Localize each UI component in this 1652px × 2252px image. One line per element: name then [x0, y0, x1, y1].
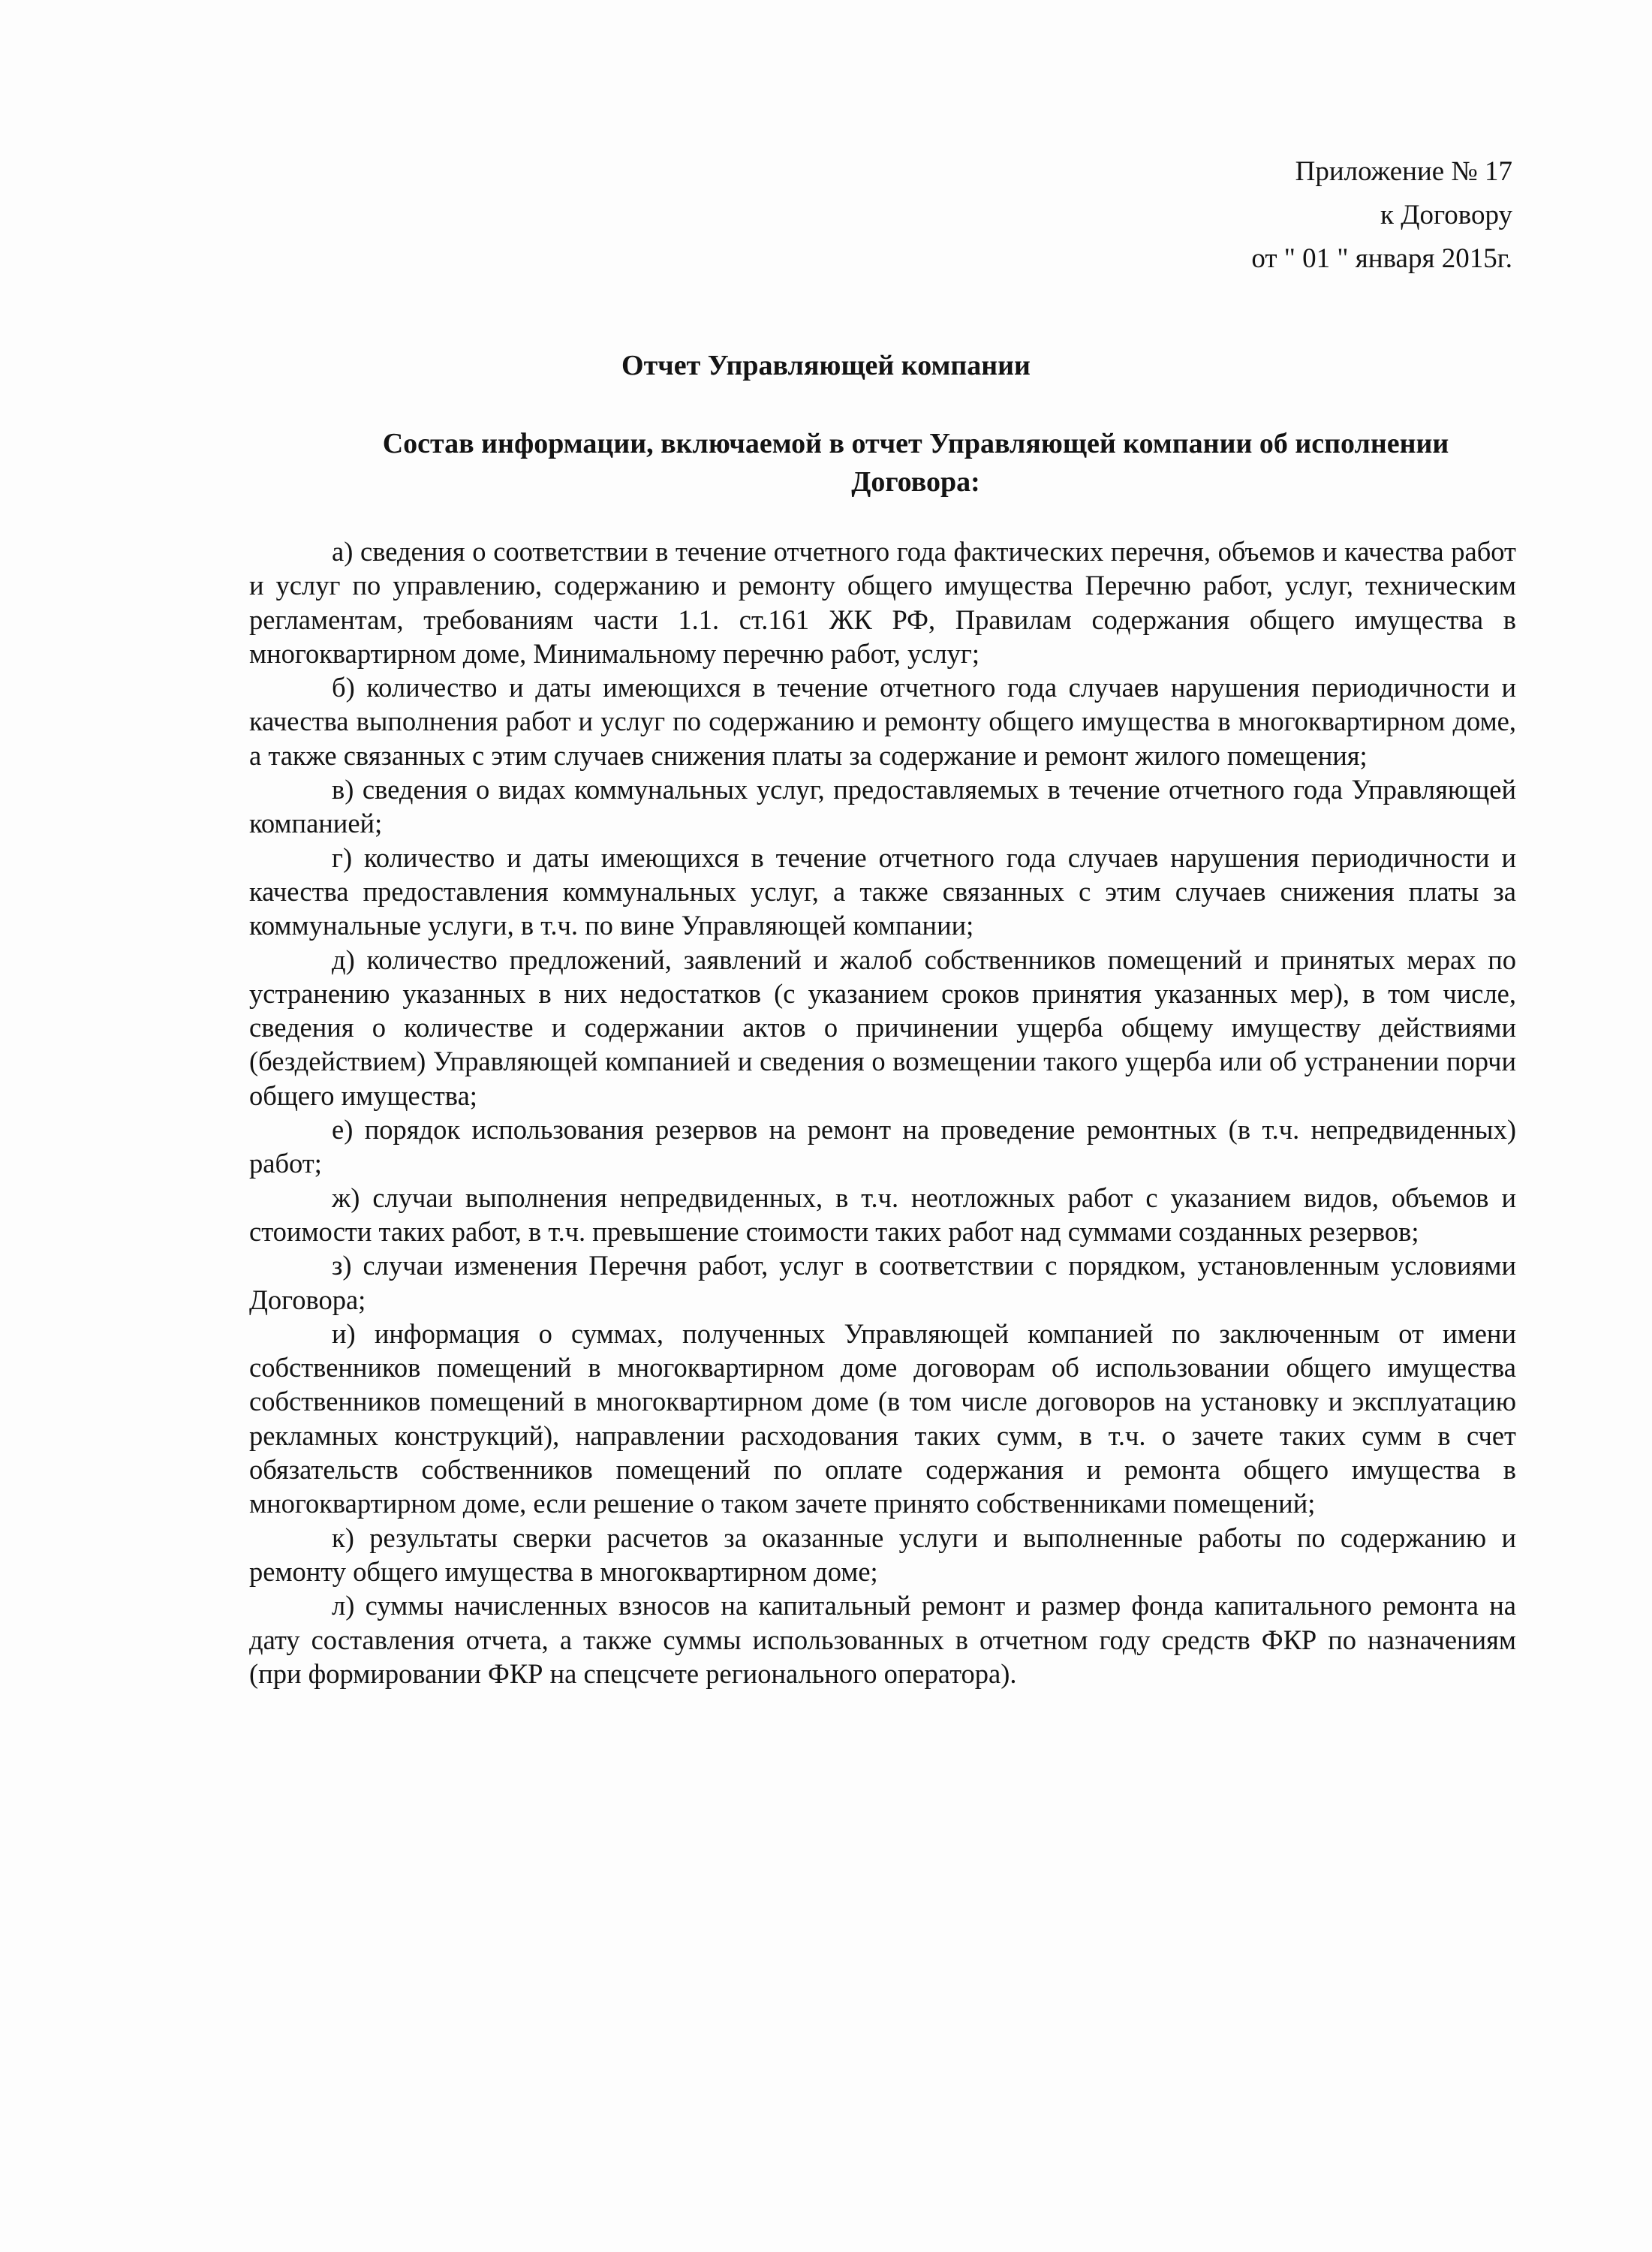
- list-item: л) суммы начисленных взносов на капитальный ремонт и размер фонда капитального ремонта на дату составления отчета, а также суммы использованных в отчетном году средств ФКР по назначениям (при формировании ФКР на спецсчете регионального оператора).: [249, 1590, 1516, 1689]
- attachment-header: [1251, 150, 1512, 281]
- attachment-number: Приложение № 17: [1295, 156, 1512, 187]
- list-item: з) случаи изменения Перечня работ, услуг в соответствии с порядком, установленным условиями Договора;: [249, 1250, 1516, 1315]
- list-item: д) количество предложений, заявлений и жалоб собственников помещений и принятых мерах по устранению указанных в них недостатков (с указанием сроков принятия указанных мер), в том числе, сведения о количестве и содержании актов о причинении ущерба общему имуществу действиями (бездействием) Управляющей компанией и сведения о возмещении такого ущерба или об устранении порчи общего имущества;: [249, 944, 1516, 1111]
- list-item: в) сведения о видах коммунальных услуг, предоставляемых в течение отчетного года Управляющей компанией;: [249, 774, 1516, 839]
- list-item: г) количество и даты имеющихся в течение отчетного года случаев нарушения периодичности и качества предоставления коммунальных услуг, а также связанных с этим случаев снижения платы за коммунальные услуги, в т.ч. по вине Управляющей компании;: [249, 841, 1516, 941]
- list-item: б) количество и даты имеющихся в течение отчетного года случаев нарушения периодичности и качества выполнения работ и услуг по содержанию и ремонту общего имущества в многоквартирном доме, а также связанных с этим случаев снижения платы за содержание и ремонт жилого помещения;: [249, 672, 1516, 771]
- list-item: и) информация о суммах, полученных Управляющей компанией по заключенным от имени собственников помещений в многоквартирном доме договорам об использовании общего имущества собственников помещений в многоквартирном доме (в том числе договоров на установку и эксплуатацию рекламных конструкций), направлении расходования таких сумм, в т.ч. о зачете таких сумм в счет обязательств собственников помещений по оплате содержания и ремонта общего имущества в многоквартирном доме, если решение о таком зачете принято собственниками помещений;: [249, 1317, 1516, 1519]
- attachment-date: от " 01 " января 2015г.: [1251, 243, 1512, 274]
- list-item: а) сведения о соответствии в течение отчетного года фактических перечня, объемов и качества работ и услуг по управлению, содержанию и ремонту общего имущества Перечню работ, услуг, техническим регламентам, требованиям части 1.1. ст.161 ЖК РФ, Правилам содержания общего имущества в многоквартирном доме, Минимальному перечню работ, услуг;: [249, 536, 1516, 669]
- list-item: к) результаты сверки расчетов за оказанные услуги и выполненные работы по содержанию и ремонту общего имущества в многоквартирном доме;: [249, 1522, 1516, 1587]
- document-subtitle: Состав информации, включаемой в отчет Управляющей компании об исполнении Договора:: [382, 428, 1449, 498]
- document-title: Отчет Управляющей компании: [621, 350, 1031, 381]
- list-item: ж) случаи выполнения непредвиденных, в т.ч. неотложных работ с указанием видов, объемов и стоимости таких работ, в т.ч. превышение стоимости таких работ над суммами созданных резервов;: [249, 1182, 1516, 1247]
- document-body: [249, 534, 1516, 1691]
- attachment-contract-ref: к Договору: [1380, 200, 1512, 230]
- list-item: е) порядок использования резервов на ремонт на проведение ремонтных (в т.ч. непредвиденных) работ;: [249, 1114, 1516, 1179]
